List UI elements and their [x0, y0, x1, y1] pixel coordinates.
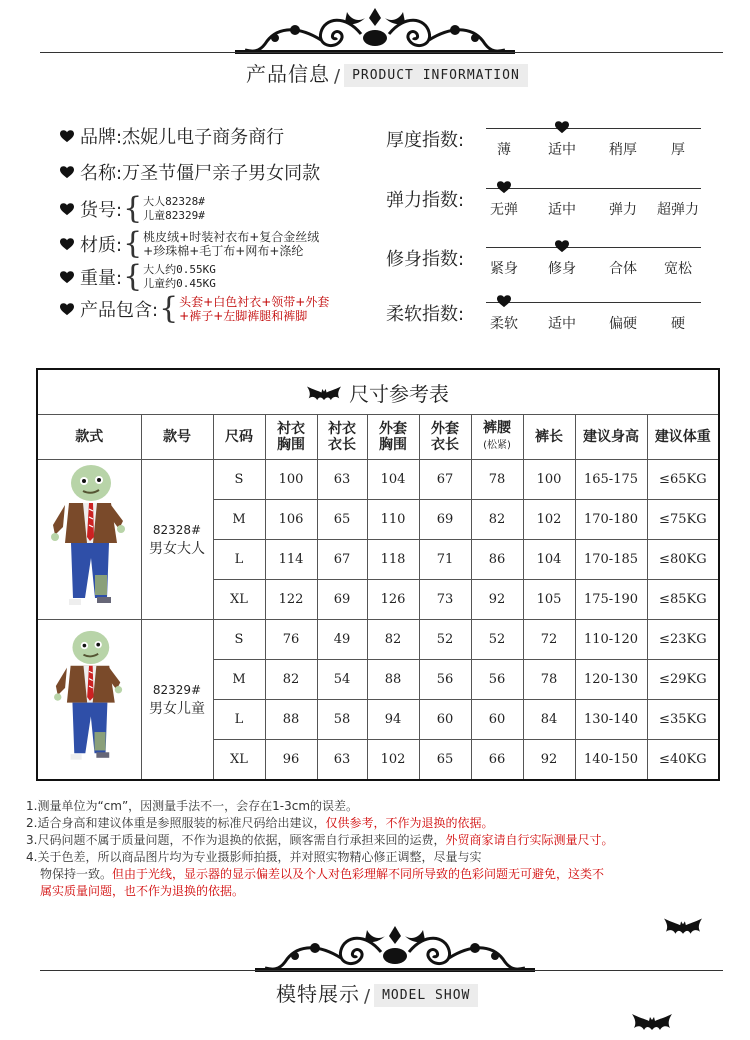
weight-label: 重量:: [80, 268, 123, 289]
slash: /: [364, 986, 371, 1007]
divider-top: [40, 52, 723, 53]
zombie-costume-photo: [39, 622, 139, 774]
style-name: 男女大人: [149, 540, 205, 557]
index-option: 稍厚: [609, 142, 637, 158]
table-cell: 69: [419, 500, 471, 540]
note-3-text: 3.尺码问题不属于质量问题，不作为退换的依据，顾客需自行承担来回的运费，: [26, 833, 446, 847]
table-cell: 49: [317, 620, 367, 660]
index-label: 弹力指数:: [386, 190, 465, 211]
table-cell: 110: [367, 500, 419, 540]
table-cell: 94: [367, 700, 419, 740]
note-2-text: 2.适合身高和建议体重是参照服装的标准尺码给出建议，: [26, 816, 326, 830]
index-scale-line: [486, 302, 701, 303]
info-item-no: [60, 191, 205, 226]
column-header: [141, 415, 213, 460]
table-cell: 120-130: [575, 660, 647, 700]
material-label: 材质:: [80, 235, 123, 256]
name-value: 万圣节僵尸亲子男女同款: [122, 163, 321, 184]
column-header: [575, 415, 647, 460]
zombie-costume-photo: [39, 462, 139, 614]
index-option: 适中: [548, 142, 576, 158]
index-option: 无弹: [490, 202, 518, 218]
size-table-body: [37, 460, 719, 781]
slash: /: [334, 66, 341, 87]
index-label: 柔软指数:: [386, 304, 465, 325]
index-option: 适中: [548, 316, 576, 332]
index-option: 薄: [497, 142, 511, 158]
table-cell: 65: [419, 740, 471, 781]
heart-icon: [60, 166, 74, 179]
index-marker-heart-icon: [497, 181, 511, 194]
index-marker-heart-icon: [555, 240, 569, 253]
index-option: 弹力: [609, 202, 637, 218]
table-cell: 52: [471, 620, 523, 660]
table-cell: ≤65KG: [647, 460, 719, 500]
column-header: [647, 415, 719, 460]
table-cell: 76: [265, 620, 317, 660]
table-cell: 67: [419, 460, 471, 500]
table-cell: 82: [471, 500, 523, 540]
column-header: [471, 415, 523, 460]
table-cell: 58: [317, 700, 367, 740]
table-cell: 102: [523, 500, 575, 540]
table-cell: 67: [317, 540, 367, 580]
column-header-line-1: 款号: [163, 429, 191, 445]
item-no-values: [143, 195, 205, 223]
brand-value: 杰妮儿电子商务商行: [122, 127, 285, 148]
table-cell: L: [213, 700, 265, 740]
heart-icon: [60, 238, 74, 251]
column-header-line-2: 衣长: [328, 437, 356, 453]
column-header-line-1: 外套: [431, 421, 459, 437]
column-header: [37, 415, 141, 460]
bat-icon: [632, 1012, 672, 1036]
divider-bottom: [40, 970, 723, 971]
index-scale-line: [486, 247, 701, 248]
style-photo-cell: [37, 620, 141, 781]
table-cell: ≤85KG: [647, 580, 719, 620]
table-cell: 104: [523, 540, 575, 580]
column-header-line-1: 建议身高: [583, 429, 639, 445]
item-no-adult: 大人82328#: [143, 195, 205, 208]
column-header-line-1: 外套: [379, 421, 407, 437]
section-title-en: PRODUCT INFORMATION: [344, 64, 528, 87]
section-title-en: MODEL SHOW: [374, 984, 478, 1007]
column-header-line-1: 裤腰: [483, 420, 511, 436]
column-header-line-2: 胸围: [379, 437, 407, 453]
note-3: [26, 832, 736, 849]
index-option: 厚: [671, 142, 685, 158]
note-4-text: 物保持一致。: [40, 867, 113, 881]
column-header-line-1: 裤长: [535, 429, 563, 445]
table-cell: XL: [213, 740, 265, 781]
column-header: [265, 415, 317, 460]
column-header: [317, 415, 367, 460]
index-option: 紧身: [490, 261, 518, 277]
size-table-caption: [37, 369, 719, 415]
table-cell: 56: [419, 660, 471, 700]
table-cell: L: [213, 540, 265, 580]
item-no-label: 货号:: [80, 200, 123, 221]
table-cell: 56: [471, 660, 523, 700]
package-line-1: 头套+白色衬衣+领带+外套: [179, 295, 330, 309]
table-cell: 88: [265, 700, 317, 740]
note-3-warning: 外贸商家请自行实际测量尺寸。: [445, 833, 614, 847]
table-cell: 165-175: [575, 460, 647, 500]
table-cell: ≤40KG: [647, 740, 719, 781]
table-cell: 78: [471, 460, 523, 500]
name-label: 名称:: [80, 163, 123, 184]
note-2: [26, 815, 736, 832]
heart-icon: [60, 130, 74, 143]
table-cell: S: [213, 620, 265, 660]
column-header-line-1: 款式: [75, 429, 104, 445]
index-option: 宽松: [664, 261, 692, 277]
index-option: 硬: [671, 316, 685, 332]
weight-values: [143, 263, 216, 291]
table-cell: 63: [317, 740, 367, 781]
brace-glyph: {: [123, 226, 143, 261]
table-cell: 82: [265, 660, 317, 700]
info-name: [60, 159, 320, 185]
index-option: 修身: [548, 261, 576, 277]
table-cell: 104: [367, 460, 419, 500]
column-header: [523, 415, 575, 460]
style-name: 男女儿童: [149, 700, 205, 717]
section-title-product-info: [246, 58, 528, 87]
notes: [26, 798, 736, 900]
info-package: [60, 291, 330, 326]
table-cell: 65: [317, 500, 367, 540]
note-4-warning: 但由于光线，显示器的显示偏差以及个人对色彩理解不同所导致的色彩问题无可避免，这类不: [112, 867, 605, 881]
table-cell: ≤80KG: [647, 540, 719, 580]
heart-icon: [60, 303, 74, 316]
table-cell: 114: [265, 540, 317, 580]
table-cell: 130-140: [575, 700, 647, 740]
note-4-cont: [26, 866, 736, 883]
brace-glyph: {: [123, 191, 143, 226]
table-row: [37, 460, 719, 500]
table-cell: 66: [471, 740, 523, 781]
size-table-header: [37, 415, 719, 460]
index-option: 超弹力: [657, 202, 699, 218]
package-label: 产品包含:: [80, 300, 159, 321]
info-brand: [60, 123, 284, 149]
column-header-line-1: 尺码: [225, 429, 253, 445]
style-number-cell: [141, 460, 213, 620]
table-cell: 69: [317, 580, 367, 620]
table-cell: 122: [265, 580, 317, 620]
section-title-model-show: [276, 978, 478, 1007]
table-cell: 60: [471, 700, 523, 740]
index-label: 厚度指数:: [386, 130, 465, 151]
weight-child: 儿童约0.45KG: [143, 277, 216, 290]
item-no-child: 儿童82329#: [143, 209, 205, 222]
heart-icon: [60, 203, 74, 216]
table-cell: ≤29KG: [647, 660, 719, 700]
brace-glyph: {: [159, 291, 179, 326]
material-line-2: +珍珠棉+毛丁布+网布+涤纶: [143, 244, 304, 258]
index-scale-line: [486, 128, 701, 129]
column-header-line-2: 衣长: [431, 437, 459, 453]
size-table: [36, 368, 720, 781]
column-header: [213, 415, 265, 460]
style-number: 82329#: [152, 682, 202, 697]
table-cell: 63: [317, 460, 367, 500]
ornament-top: [235, 4, 515, 54]
index-option: 偏硬: [609, 316, 637, 332]
note-2-warning: 仅供参考，不作为退换的依据。: [325, 816, 494, 830]
table-cell: 92: [471, 580, 523, 620]
note-4-cont-2: 属实质量问题，也不作为退换的依据。: [40, 884, 245, 898]
table-cell: 175-190: [575, 580, 647, 620]
table-cell: 92: [523, 740, 575, 781]
table-cell: 72: [523, 620, 575, 660]
column-header-line-1: 衬衣: [277, 421, 305, 437]
index-label: 修身指数:: [386, 249, 465, 270]
index-option: 柔软: [490, 316, 518, 332]
table-cell: 52: [419, 620, 471, 660]
table-cell: 170-180: [575, 500, 647, 540]
table-cell: 71: [419, 540, 471, 580]
info-weight: [60, 259, 216, 294]
table-cell: 82: [367, 620, 419, 660]
table-cell: 96: [265, 740, 317, 781]
table-cell: XL: [213, 580, 265, 620]
table-cell: ≤35KG: [647, 700, 719, 740]
note-4: 4.关于色差，所以商品图片均为专业摄影师拍摄，并对照实物精心修正调整，尽量与实: [26, 850, 482, 864]
index-marker-heart-icon: [497, 295, 511, 308]
brace-glyph: {: [123, 259, 143, 294]
bat-icon: [307, 386, 341, 404]
column-header: [419, 415, 471, 460]
table-cell: 170-185: [575, 540, 647, 580]
table-cell: M: [213, 500, 265, 540]
style-photo-cell: [37, 460, 141, 620]
note-1: 1.测量单位为“cm”，因测量手法不一，会存在1-3cm的误差。: [26, 799, 359, 813]
table-cell: 78: [523, 660, 575, 700]
style-number: 82328#: [152, 522, 202, 537]
table-cell: 86: [471, 540, 523, 580]
column-header-line-2: (松紧): [483, 440, 511, 451]
table-cell: 100: [523, 460, 575, 500]
material-line-1: 桃皮绒+时装衬衣布+复合金丝绒: [143, 230, 320, 244]
info-material: [60, 226, 320, 261]
bat-icon: [664, 916, 702, 940]
table-cell: 54: [317, 660, 367, 700]
package-line-2: +裤子+左脚裤腿和裤脚: [179, 309, 308, 323]
column-header-line-2: 胸围: [277, 437, 305, 453]
index-scale-line: [486, 188, 701, 189]
table-cell: 126: [367, 580, 419, 620]
index-marker-heart-icon: [555, 121, 569, 134]
index-option: 适中: [548, 202, 576, 218]
table-cell: 106: [265, 500, 317, 540]
table-cell: 84: [523, 700, 575, 740]
table-cell: 102: [367, 740, 419, 781]
material-values: [143, 230, 319, 258]
table-cell: 110-120: [575, 620, 647, 660]
table-cell: 100: [265, 460, 317, 500]
table-cell: 60: [419, 700, 471, 740]
table-cell: 88: [367, 660, 419, 700]
table-cell: 118: [367, 540, 419, 580]
section-title-cn: 模特展示: [276, 982, 360, 1006]
table-cell: S: [213, 460, 265, 500]
ornament-bottom: [255, 922, 535, 972]
brand-label: 品牌:: [80, 127, 123, 148]
table-cell: 105: [523, 580, 575, 620]
index-option: 合体: [609, 261, 637, 277]
column-header-line-1: 建议体重: [654, 429, 711, 445]
package-values: [179, 295, 329, 323]
table-cell: ≤23KG: [647, 620, 719, 660]
table-row: [37, 620, 719, 660]
table-cell: 140-150: [575, 740, 647, 781]
column-header: [367, 415, 419, 460]
heart-icon: [60, 271, 74, 284]
table-cell: M: [213, 660, 265, 700]
section-title-cn: 产品信息: [246, 62, 330, 86]
style-number-cell: [141, 620, 213, 781]
table-cell: 73: [419, 580, 471, 620]
weight-adult: 大人约0.55KG: [143, 263, 216, 276]
caption-text: 尺寸参考表: [349, 381, 450, 406]
table-cell: ≤75KG: [647, 500, 719, 540]
column-header-line-1: 衬衣: [328, 421, 356, 437]
